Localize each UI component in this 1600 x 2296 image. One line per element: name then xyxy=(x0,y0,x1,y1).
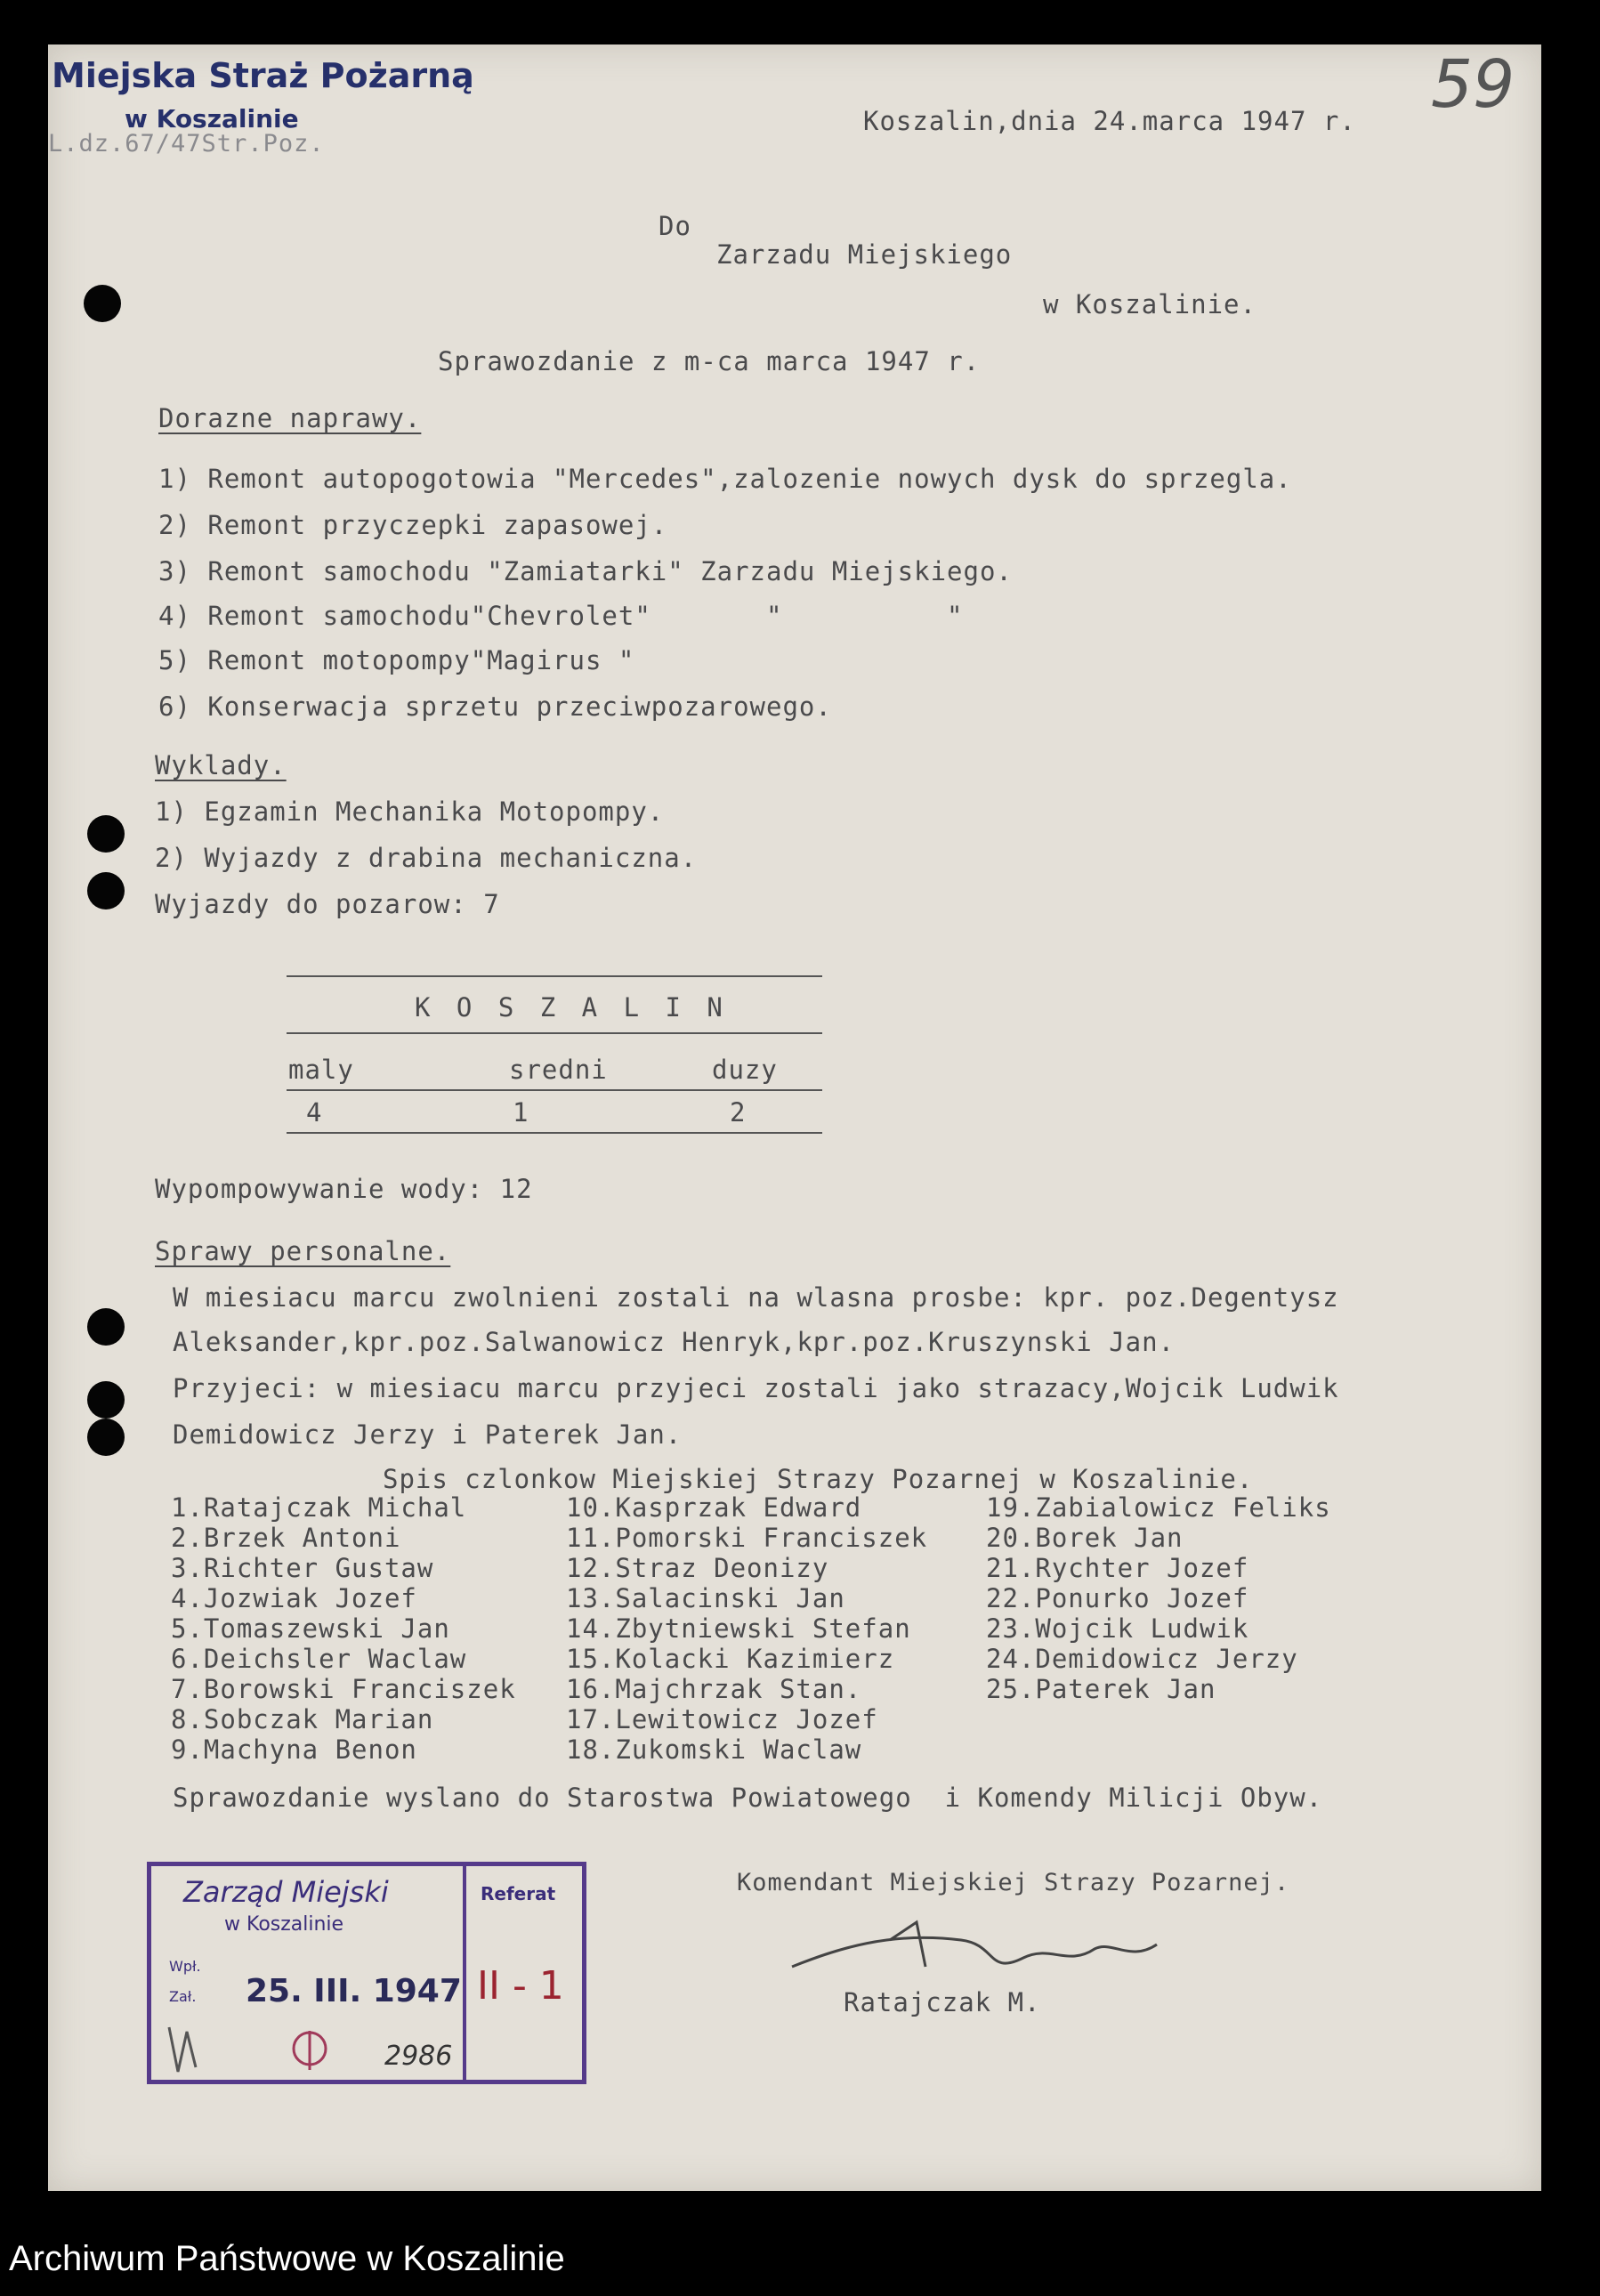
table-rule xyxy=(287,1132,822,1134)
member-entry: 14.Zbytniewski Stefan xyxy=(566,1613,911,1644)
member-entry: 9.Machyna Benon xyxy=(171,1734,417,1765)
stamp-city: w Koszalinie xyxy=(224,1913,344,1936)
handwritten-signature xyxy=(783,1913,1175,1993)
document-date: Koszalin,dnia 24.marca 1947 r. xyxy=(863,106,1356,136)
member-entry: 17.Lewitowicz Jozef xyxy=(566,1704,878,1734)
member-entry: 25.Paterek Jan xyxy=(986,1674,1216,1704)
personnel-line: W miesiacu marcu zwolnieni zostali na wlasna prosbe: kpr. poz.Degentysz xyxy=(173,1282,1339,1313)
lectures-heading: Wyklady. xyxy=(155,750,287,780)
member-entry: 24.Demidowicz Jerzy xyxy=(986,1644,1298,1674)
repairs-heading: Dorazne naprawy. xyxy=(158,403,422,433)
member-entry: 11.Pomorski Franciszek xyxy=(566,1523,928,1553)
punch-hole xyxy=(87,815,125,853)
table-cell: 2 xyxy=(730,1097,747,1128)
address-line: Do xyxy=(659,211,691,241)
signatory-title: Komendant Miejskiej Strazy Pozarnej. xyxy=(737,1869,1290,1896)
table-city: K O S Z A L I N xyxy=(415,992,728,1023)
members-heading: Spis czlonkow Miejskiej Strazy Pozarnej w Koszalinie. xyxy=(383,1464,1254,1494)
sender-stamp-line2: w Koszalinie xyxy=(125,104,299,133)
stamp-office: Zarząd Miejski xyxy=(183,1875,389,1909)
stamp-referat-value: II - 1 xyxy=(477,1963,564,2009)
member-entry: 15.Kolacki Kazimierz xyxy=(566,1644,895,1674)
member-entry: 5.Tomaszewski Jan xyxy=(171,1613,450,1644)
table-header: sredni xyxy=(509,1055,608,1085)
member-entry: 1.Ratajczak Michal xyxy=(171,1492,467,1523)
list-item: 2) Remont przyczepki zapasowej. xyxy=(158,510,668,540)
stamp-divider xyxy=(463,1866,466,2080)
reference-number: L.dz.67/47Str.Poz. xyxy=(48,130,325,158)
personnel-heading: Sprawy personalne. xyxy=(155,1236,451,1266)
member-entry: 4.Jozwiak Jozef xyxy=(171,1583,417,1613)
sender-stamp-line1: Miejska Straż Pożarną xyxy=(52,56,474,95)
table-cell: 1 xyxy=(513,1097,529,1128)
member-entry: 16.Majchrzak Stan. xyxy=(566,1674,862,1704)
member-entry: 8.Sobczak Marian xyxy=(171,1704,434,1734)
stamp-scribble xyxy=(160,2018,356,2081)
member-entry: 10.Kasprzak Edward xyxy=(566,1492,862,1523)
stamp-wplyn-label: Wpł. xyxy=(169,1958,201,1975)
punch-hole xyxy=(87,1419,125,1456)
table-rule xyxy=(287,975,822,977)
member-entry: 20.Borek Jan xyxy=(986,1523,1184,1553)
member-entry: 7.Borowski Franciszek xyxy=(171,1674,516,1704)
punch-hole xyxy=(87,1381,125,1419)
stamp-number: 2986 xyxy=(384,2041,453,2072)
list-item: 1) Egzamin Mechanika Motopompy. xyxy=(155,796,665,827)
member-entry: 2.Brzek Antoni xyxy=(171,1523,401,1553)
report-title: Sprawozdanie z m-ca marca 1947 r. xyxy=(438,346,981,376)
address-line: w Koszalinie. xyxy=(1043,289,1257,319)
water-pumping: Wypompowywanie wody: 12 xyxy=(155,1174,533,1204)
archive-page-number: 59 xyxy=(1431,46,1515,123)
table-header: duzy xyxy=(712,1055,778,1085)
signatory-name: Ratajczak M. xyxy=(844,1987,1041,2017)
list-item: 5) Remont motopompy"Magirus " xyxy=(158,645,635,675)
member-entry: 21.Rychter Jozef xyxy=(986,1553,1249,1583)
member-entry: 3.Richter Gustaw xyxy=(171,1553,434,1583)
member-entry: 19.Zabialowicz Feliks xyxy=(986,1492,1331,1523)
personnel-line: Aleksander,kpr.poz.Salwanowicz Henryk,kpr.poz.Kruszynski Jan. xyxy=(173,1327,1176,1357)
stamp-zal-label: Zał. xyxy=(169,1988,201,2005)
table-rule xyxy=(287,1089,822,1091)
personnel-line: Demidowicz Jerzy i Paterek Jan. xyxy=(173,1419,683,1450)
member-entry: 18.Zukomski Waclaw xyxy=(566,1734,862,1765)
list-item: 3) Remont samochodu "Zamiatarki" Zarzadu Miejskiego. xyxy=(158,556,1013,586)
address-line: Zarzadu Miejskiego xyxy=(716,239,1013,270)
member-entry: 22.Ponurko Jozef xyxy=(986,1583,1249,1613)
list-item: 1) Remont autopogotowia "Mercedes",zalozenie nowych dysk do sprzegla. xyxy=(158,464,1292,494)
member-entry: 13.Salacinski Jan xyxy=(566,1583,845,1613)
personnel-line: Przyjeci: w miesiacu marcu przyjeci zostali jako strazacy,Wojcik Ludwik xyxy=(173,1373,1339,1403)
list-item: 6) Konserwacja sprzetu przeciwpozarowego. xyxy=(158,691,832,722)
table-rule xyxy=(287,1032,822,1034)
member-entry: 23.Wojcik Ludwik xyxy=(986,1613,1249,1644)
punch-hole xyxy=(87,872,125,910)
punch-hole xyxy=(84,285,121,322)
archive-credit: Archiwum Państwowe w Koszalinie xyxy=(9,2239,565,2278)
stamp-referat-label: Referat xyxy=(481,1883,556,1904)
member-entry: 12.Straz Deonizy xyxy=(566,1553,829,1583)
sent-note: Sprawozdanie wyslano do Starostwa Powiatowego i Komendy Milicji Obyw. xyxy=(173,1783,1323,1813)
list-item: 2) Wyjazdy z drabina mechaniczna. xyxy=(155,843,698,873)
fire-outings: Wyjazdy do pozarow: 7 xyxy=(155,889,500,919)
list-item: 4) Remont samochodu"Chevrolet" " " xyxy=(158,601,964,631)
table-cell: 4 xyxy=(306,1097,323,1128)
stamp-date: 25. III. 1947 xyxy=(246,1973,462,2009)
table-header: maly xyxy=(288,1055,354,1085)
member-entry: 6.Deichsler Waclaw xyxy=(171,1644,467,1674)
punch-hole xyxy=(87,1308,125,1346)
